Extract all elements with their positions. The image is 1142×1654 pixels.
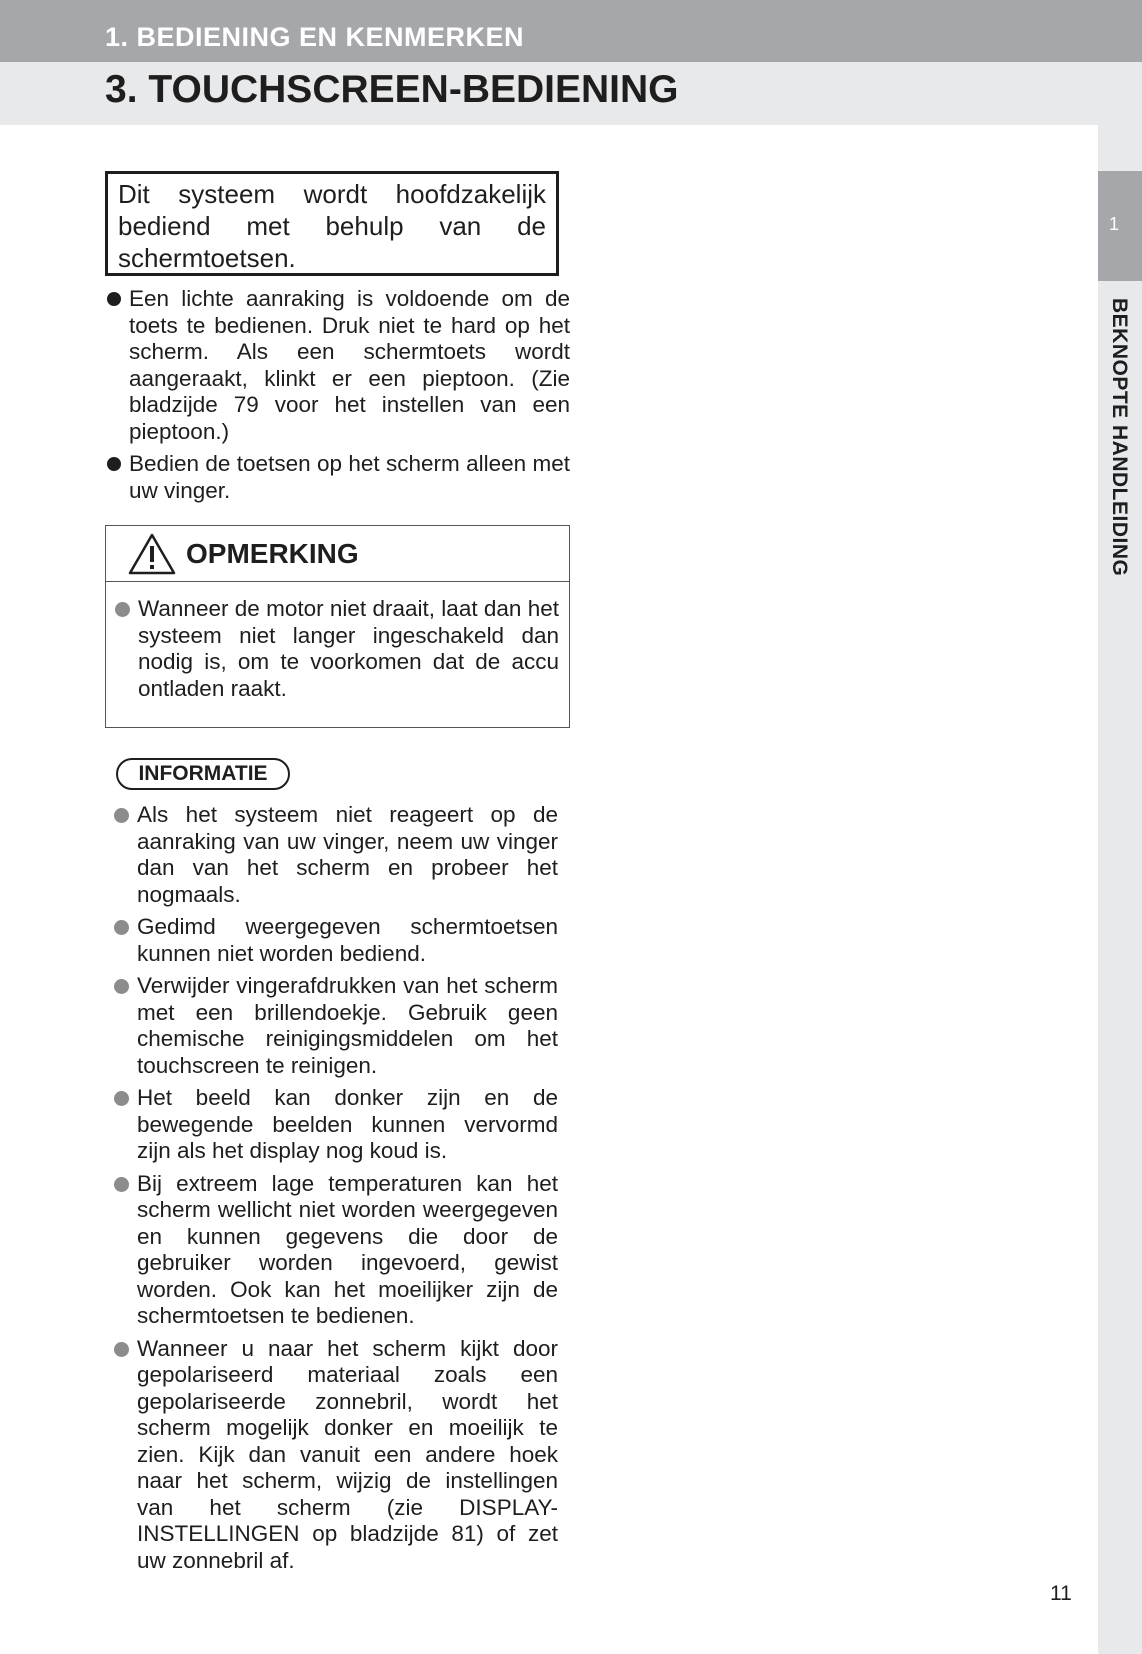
list-item [105,286,570,445]
bullet-icon [107,457,121,471]
bullet-icon [114,1177,129,1192]
notice-box [105,525,570,728]
list-item-text: Verwijder vingerafdrukken van het scherm met een brillendoekje. Gebruik geen chemische reinigingsmiddelen om het touchscreen te reinigen. [137,973,558,1078]
list-item-text: Bedien de toetsen op het scherm alleen met uw vinger. [129,451,570,503]
chapter-tab-label: BEKNOPTE HANDLEIDING [1108,298,1131,577]
bullet-icon [107,292,121,306]
bullet-icon [114,1091,129,1106]
warning-triangle-icon [128,532,176,576]
page-number: 11 [1050,1582,1072,1605]
list-item-text: Wanneer de motor niet draait, laat dan het systeem niet langer ingeschakeld dan nodig is, om te voorkomen dat de accu ontladen raakt. [138,596,559,701]
bullet-icon [114,920,129,935]
list-item [113,1336,558,1575]
list-item-text: Wanneer u naar het scherm kijkt door gepolariseerd materiaal zoals een gepolariseerde zonnebril, wordt het scherm mogelijk donker en moeilijk te zien. Kijk dan vanuit een andere hoek naar het scherm, wijzig de instellingen van het scherm (zie DISPLAY-INSTELLINGEN op bladzijde 81) of zet uw zonnebril af. [137,1335,558,1573]
list-item [113,1171,558,1330]
list-item [113,973,558,1079]
list-item-text: Een lichte aanraking is voldoende om de toets te bedienen. Druk niet te hard op het scherm. Als een schermtoets wordt aangeraakt, klinkt er een pieptoon. (Zie bladzijde 79 voor het instellen van een pieptoon.) [129,286,570,444]
bullet-icon [114,979,129,994]
section-label: 1. BEDIENING EN KENMERKEN [105,22,525,52]
list-item [113,802,558,908]
list-item-text: Als het systeem niet reageert op de aanraking van uw vinger, neem uw vinger dan van het scherm en probeer het nogmaals. [137,802,558,907]
notice-header [106,526,569,582]
list-item-text: Gedimd weergegeven schermtoetsen kunnen niet worden bediend. [137,914,558,966]
intro-box [105,171,559,276]
notice-title: OPMERKING [186,538,359,569]
info-badge: INFORMATIE [116,758,290,790]
chapter-tab-number: 1 [1108,214,1119,234]
notice-list [106,582,569,702]
list-item [105,451,570,504]
bullet-list [105,286,570,510]
intro-text: Dit systeem wordt hoofdzakelijk bediend met behulp van de schermtoetsen. [118,179,546,273]
list-item [113,1085,558,1165]
bullet-icon [114,1342,129,1357]
info-list [113,802,558,1580]
page-title: 3. TOUCHSCREEN-BEDIENING [105,68,679,111]
list-item-text: Bij extreem lage temperaturen kan het scherm wellicht niet worden weergegeven en kunnen gegevens die door de gebruiker worden ingevoerd, gewist worden. Ook kan het moeilijker zijn de schermtoetsen te bedienen. [137,1170,558,1328]
list-item [114,596,559,702]
bullet-icon [114,808,129,823]
list-item-text: Het beeld kan donker zijn en de bewegende beelden kunnen vervormd zijn als het display nog koud is. [137,1085,558,1163]
list-item [113,914,558,967]
bullet-icon [115,602,130,617]
